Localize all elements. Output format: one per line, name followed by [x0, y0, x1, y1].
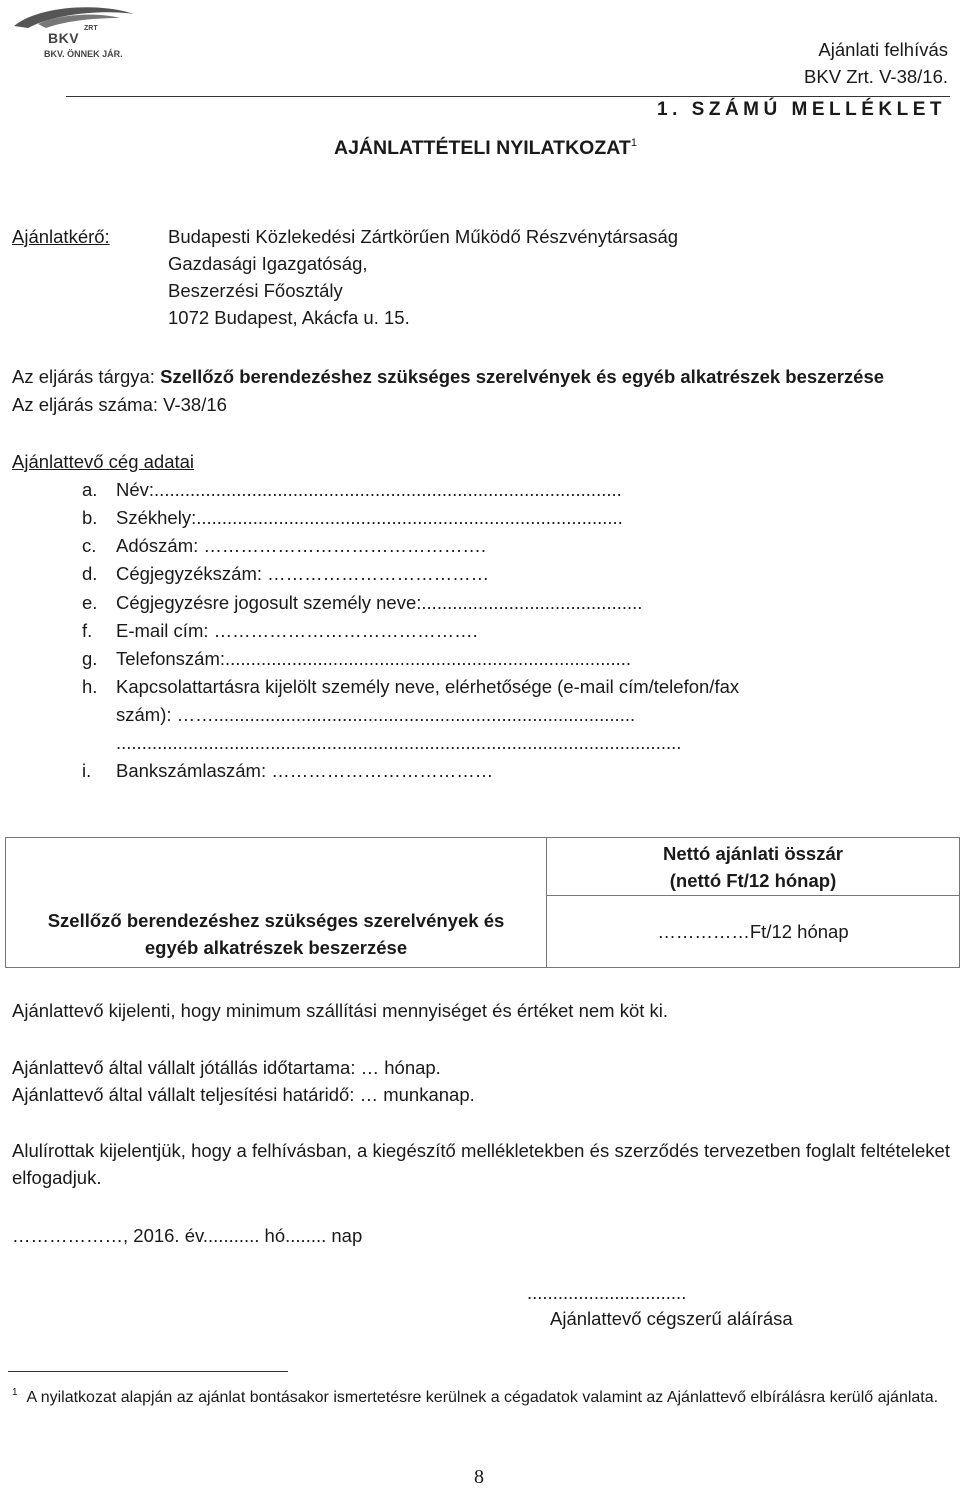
- company-item-phone: [82, 645, 631, 672]
- item-marker: b.: [82, 507, 98, 528]
- item-marker: c.: [82, 535, 97, 556]
- company-item-bank: [82, 757, 493, 784]
- header-call-title: Ajánlati felhívás: [818, 39, 948, 60]
- company-item-tax: [82, 532, 486, 559]
- item-text: Név:...........................................................................................: [116, 479, 622, 500]
- contracting-label: Ajánlatkérő:: [12, 226, 110, 247]
- footnote-mark: 1: [12, 1387, 18, 1398]
- item-text: Telefonszám:...............................................................................: [116, 648, 632, 669]
- date-line: ………………, 2016. év........... hó........ nap: [12, 1225, 363, 1246]
- item-marker: e.: [82, 592, 98, 613]
- item-text: Bankszámlaszám: ………………………………: [116, 760, 494, 781]
- item-marker: i.: [82, 760, 92, 781]
- statement-deadline: Ajánlattevő által vállalt teljesítési határidő: … munkanap.: [12, 1084, 475, 1105]
- footnote: [12, 1381, 952, 1410]
- item-text: Cégjegyzésre jogosult személy neve:...........................................: [116, 592, 643, 613]
- bkv-logo: [8, 4, 138, 60]
- item-marker: g.: [82, 648, 98, 669]
- company-item-contact-cont: [82, 701, 635, 728]
- item-text: Cégjegyzékszám: ………………………………: [116, 563, 490, 584]
- procedure-subject: [12, 363, 884, 390]
- contracting-line-4: 1072 Budapest, Akácfa u. 15.: [168, 307, 410, 328]
- title-footnote-ref: 1: [630, 137, 637, 149]
- item-text: Kapcsolattartásra kijelölt személy neve, elérhetősége (e-mail cím/telefon/fax: [116, 676, 740, 697]
- price-table-header-cell: [547, 838, 960, 896]
- price-table-value-cell: [547, 896, 960, 968]
- procedure-subject-value: Szellőző berendezéshez szükséges szerelvények és egyéb alkatrészek beszerzése: [160, 366, 885, 387]
- item-name-line-2: egyéb alkatrészek beszerzése: [144, 937, 408, 958]
- price-header-line-1: Nettó ajánlati összár: [663, 842, 843, 864]
- logo-zrt: ZRT: [84, 25, 98, 32]
- contracting-line-3: Beszerzési Főosztály: [168, 280, 343, 301]
- company-item-contact: [82, 673, 739, 700]
- item-text: Székhely:...................................................................................: [116, 507, 623, 528]
- company-item-seat: [82, 504, 623, 531]
- price-value: ……………Ft/12 hónap: [657, 921, 849, 942]
- company-item-name: [82, 476, 622, 503]
- price-table: [5, 837, 960, 968]
- item-text: szám): ……..................................................................................: [116, 704, 636, 725]
- company-item-registry: [82, 560, 489, 587]
- company-item-contact-cont2: [82, 729, 681, 756]
- logo-slogan: BKV. ÖNNEK JÁR.: [44, 49, 123, 59]
- company-heading: Ajánlattevő cég adatai: [12, 451, 195, 472]
- item-marker: a.: [82, 479, 98, 500]
- company-item-email: [82, 617, 478, 644]
- item-text: E-mail cím: …………………………………….: [116, 620, 478, 641]
- signature-dots: ...............................: [527, 1282, 687, 1303]
- item-name-line-1: Szellőző berendezéshez szükséges szerelvények és: [47, 910, 505, 931]
- header-call-number: BKV Zrt. V-38/16.: [804, 66, 948, 87]
- statement-warranty: Ajánlattevő által vállalt jótállás időtartama: … hónap.: [12, 1057, 441, 1078]
- footnote-divider: [8, 1371, 288, 1372]
- procedure-number: Az eljárás száma: V-38/16: [12, 394, 227, 415]
- signature-label: Ajánlattevő cégszerű aláírása: [550, 1308, 793, 1329]
- contracting-line-1: Budapesti Közlekedési Zártkörűen Működő Részvénytársaság: [168, 226, 679, 247]
- page-title: [334, 137, 637, 160]
- statement-acceptance: Alulírottak kijelentjük, hogy a felhívásban, a kiegészítő mellékletekben és szerződés tervezetben foglalt feltételeket elfogadjuk.: [12, 1140, 950, 1188]
- statement-min-quantity: Ajánlattevő kijelenti, hogy minimum szállítási mennyiséget és értéket nem köt ki.: [12, 1000, 669, 1021]
- logo-wordmark: BKV: [48, 30, 80, 46]
- item-marker: h.: [82, 676, 98, 697]
- item-text: Adószám: ……………………………………….: [116, 535, 487, 556]
- price-header-line-2: (nettó Ft/12 hónap): [669, 869, 837, 891]
- contracting-line-2: Gazdasági Igazgatóság,: [168, 253, 368, 274]
- item-text: ..............................................................................................................: [116, 732, 682, 753]
- procedure-subject-label: Az eljárás tárgya:: [12, 366, 161, 387]
- page-number: 8: [474, 1466, 484, 1488]
- company-item-signatory: [82, 589, 642, 616]
- item-marker: f.: [82, 620, 93, 641]
- footnote-text: A nyilatkozat alapján az ajánlat bontásakor ismertetésre kerülnek a cégadatok valamint az Ajánlattevő elbírálásra kerülő ajánlata.: [26, 1389, 939, 1406]
- page-title-text: AJÁNLATTÉTELI NYILATKOZAT: [334, 137, 631, 159]
- item-marker: d.: [82, 563, 98, 584]
- price-table-item-cell: [6, 838, 547, 968]
- appendix-label: 1. SZÁMÚ MELLÉKLET: [657, 99, 946, 120]
